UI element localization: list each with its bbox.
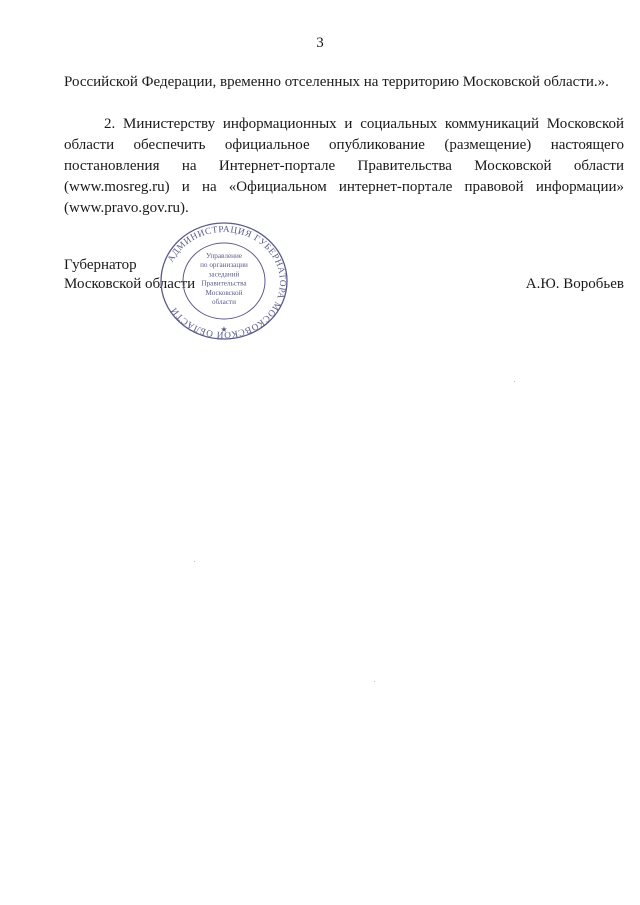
seal-star: ★	[220, 325, 228, 334]
seal-ring-text: АДМИНИСТРАЦИЯ ГУБЕРНАТОРА МОСКОВСКОЙ ОБЛАСТИ	[165, 223, 289, 341]
paragraph-2: 2. Министерству информационных и социальных коммуникаций Московской области обеспечить официальное опубликование (размещение) настоящего постановления на Интернет-портале Правительства Московской области (www.mosreg.ru) и на «Официальном интернет-портале правовой информации» (www.pravo.gov.ru).	[64, 116, 624, 216]
seal-center-line: Управление	[205, 252, 243, 260]
scan-speck	[514, 381, 515, 382]
paragraph-1: Российской Федерации, временно отселенных на территорию Московской области.».	[64, 74, 609, 90]
signature-block	[64, 256, 624, 316]
signatory-name: А.Ю. Воробьев	[525, 276, 624, 292]
scan-speck	[194, 561, 195, 562]
seal-center-line: по организации	[200, 261, 248, 270]
signatory-title-line-2: Московской области	[64, 276, 196, 292]
seal-center-line: Правительства	[201, 279, 247, 288]
seal-center-line: Московской	[205, 288, 243, 297]
signatory-title-line-1: Губернатор	[64, 257, 137, 273]
seal-center-text	[200, 252, 248, 306]
official-seal-stamp	[158, 220, 290, 342]
page-number: 3	[316, 35, 324, 51]
scan-speck	[374, 681, 375, 682]
seal-center-line: области	[211, 298, 237, 306]
seal-center-line: заседаний	[208, 270, 240, 279]
